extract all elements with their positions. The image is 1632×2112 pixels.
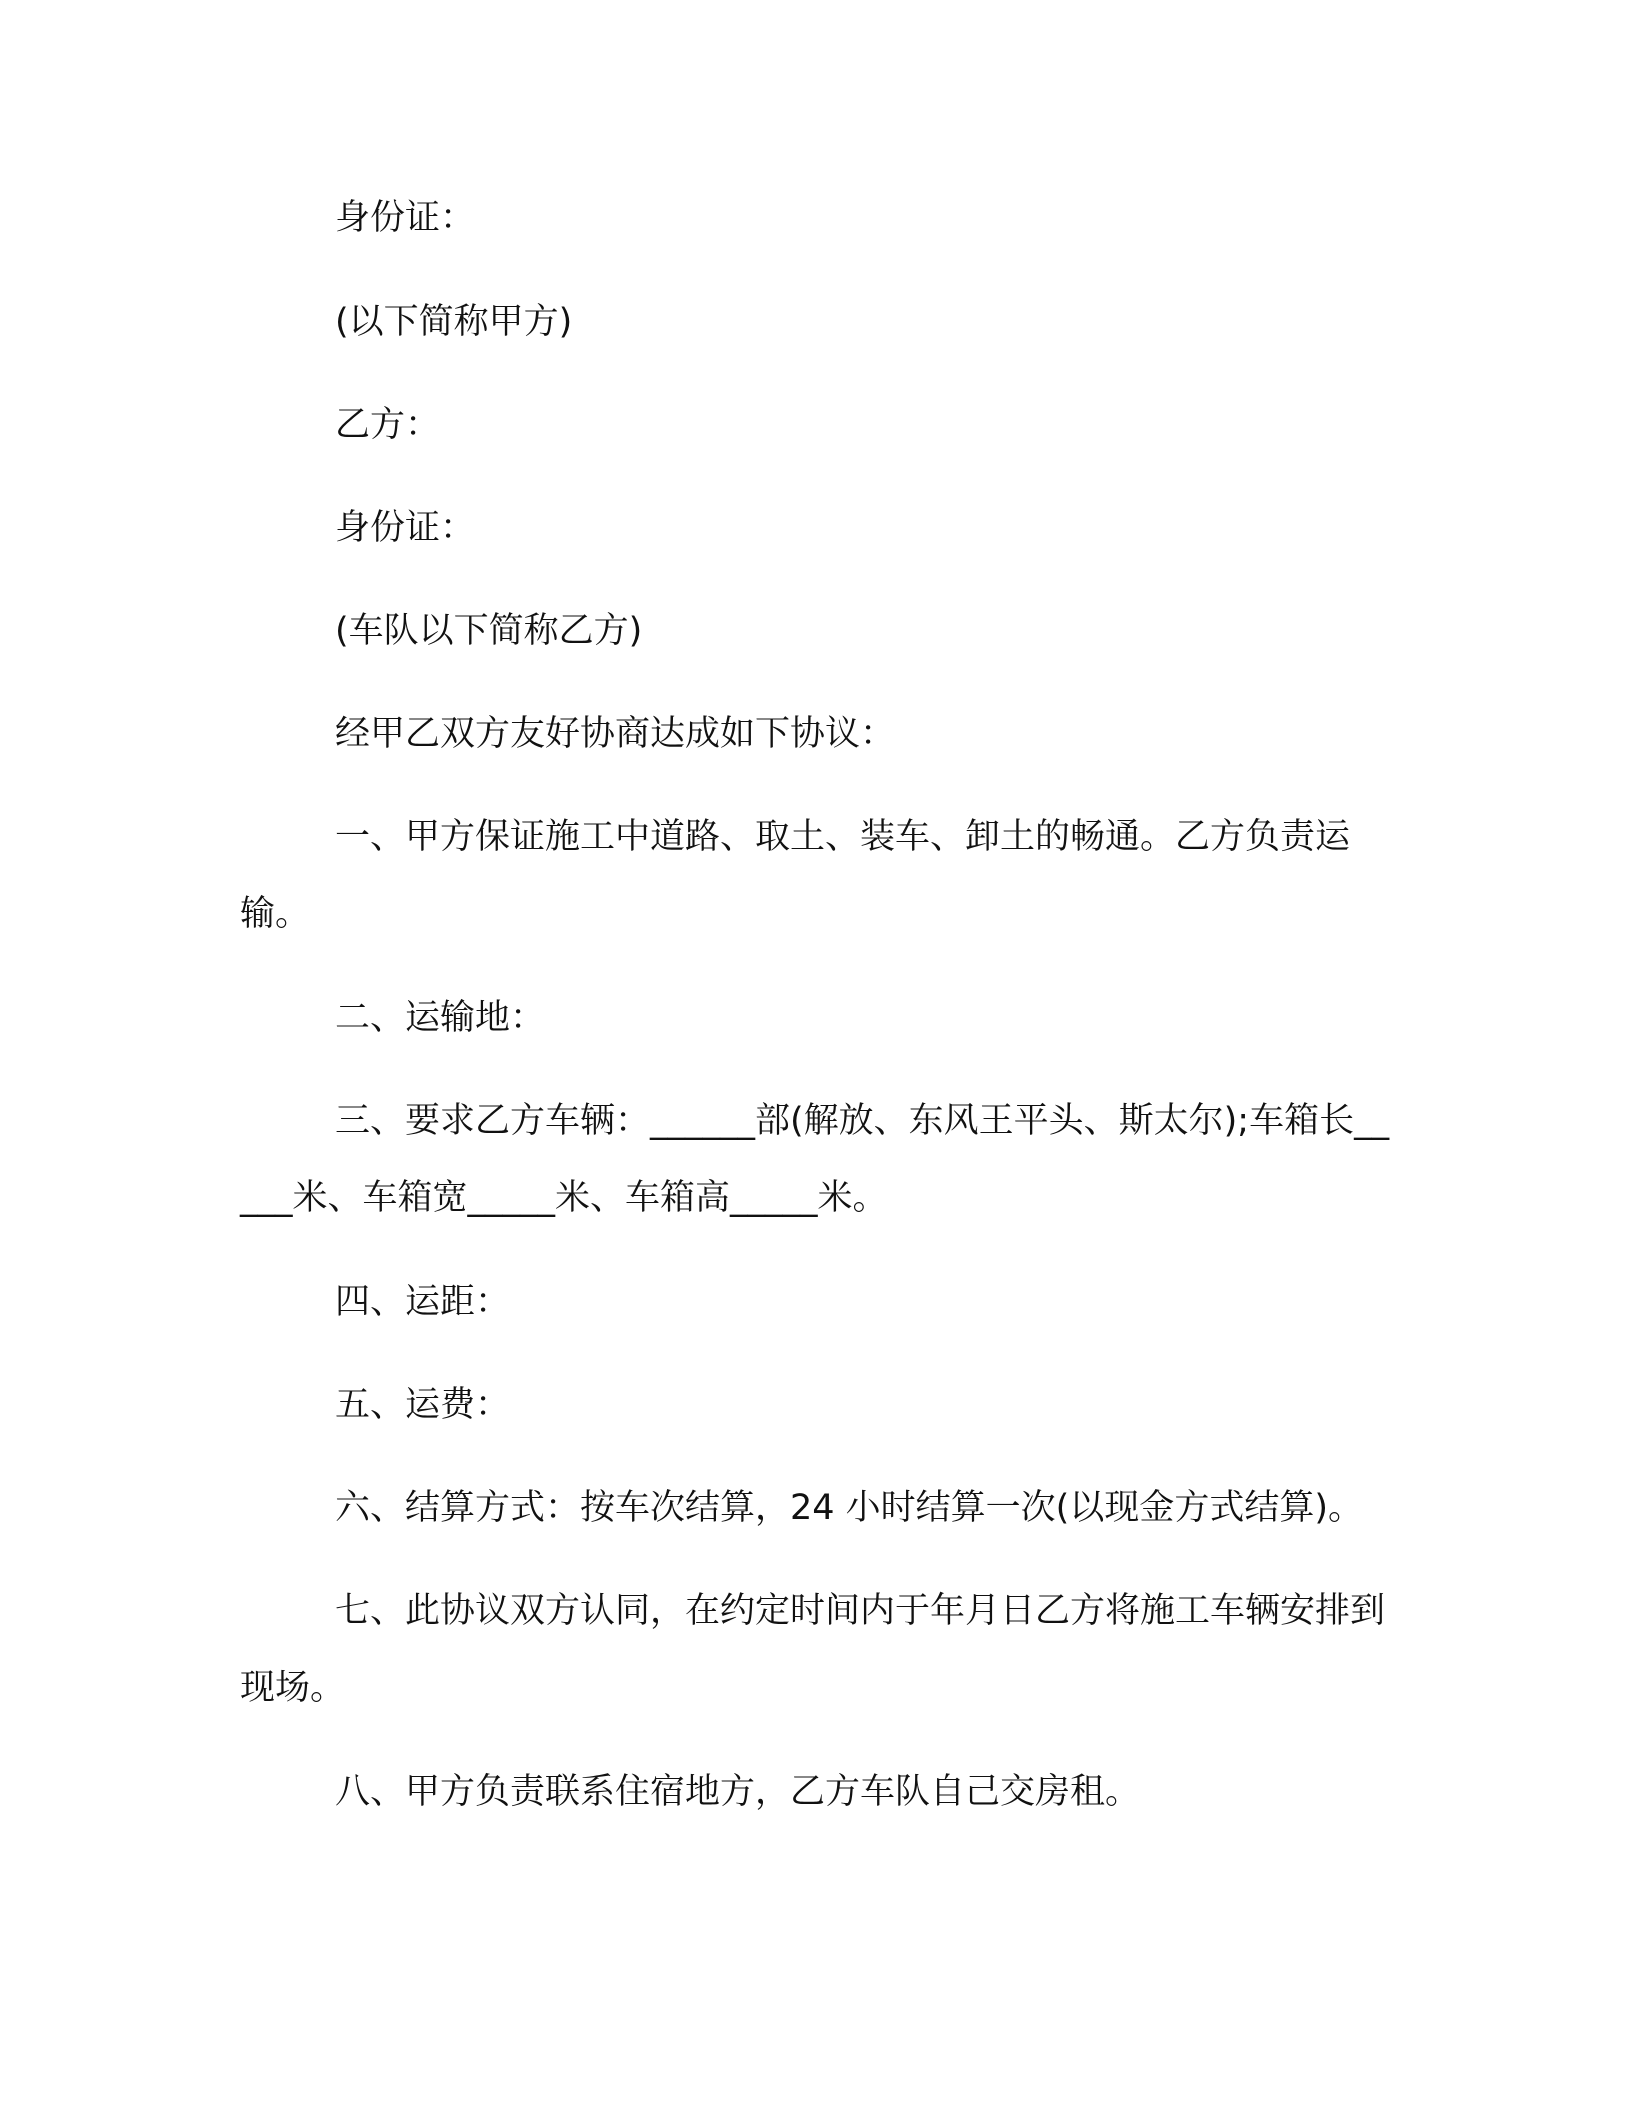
id-card-party-b: 身份证：: [335, 508, 476, 548]
clause-3: 三、要求乙方车辆：______部(解放、东风王平头、斯太尔);车箱长_____米、车箱宽_____米、车箱高_____米。: [240, 1101, 1390, 1218]
clause-5: 五、运费：: [335, 1385, 511, 1425]
clause-4: 四、运距：: [335, 1282, 511, 1322]
party-b-note: (车队以下简称乙方): [335, 611, 643, 651]
clause-2: 二、运输地：: [335, 998, 546, 1038]
id-card-party-a: 身份证：: [335, 198, 476, 238]
clause-8: 八、甲方负责联系住宿地方，乙方车队自己交房租。: [335, 1772, 1141, 1812]
party-a-note: (以下简称甲方): [335, 302, 573, 342]
clause-6: 六、结算方式：按车次结算，24 小时结算一次(以现金方式结算)。: [335, 1488, 1363, 1528]
clause-7: 七、此协议双方认同，在约定时间内于年月日乙方将施工车辆安排到现场。: [240, 1591, 1386, 1708]
clause-1: 一、甲方保证施工中道路、取土、装车、卸土的畅通。乙方负责运输。: [240, 817, 1351, 934]
agreement-intro: 经甲乙双方友好协商达成如下协议：: [335, 714, 896, 754]
party-b-label: 乙方：: [335, 405, 441, 445]
